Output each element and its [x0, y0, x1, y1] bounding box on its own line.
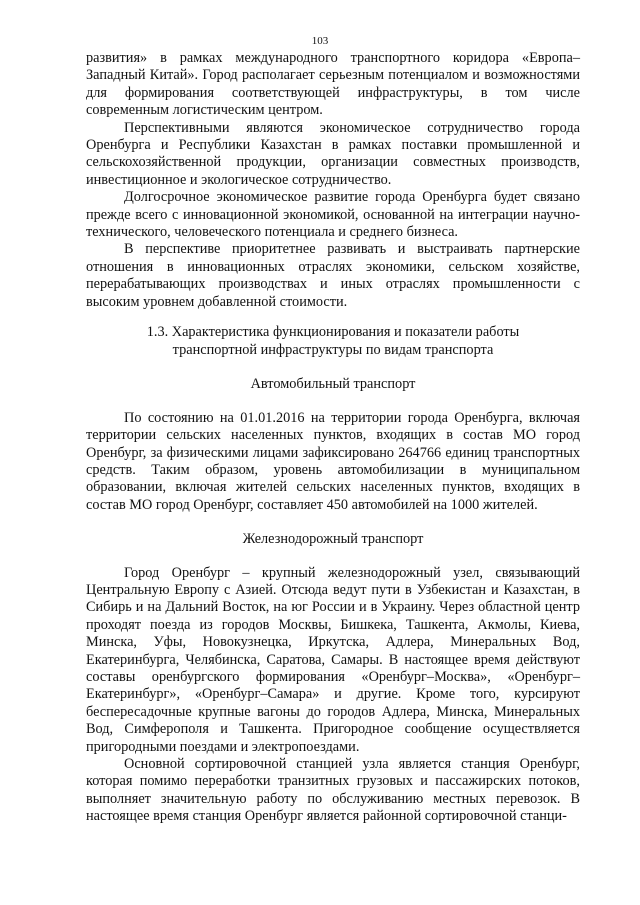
paragraph-continuation: развития» в рамках международного транспортного коридора «Европа–Западный Китай». Город располагает серьезным потенциалом и возможностями для формирования соответствующей инфраструктуры, в том числе современным логистическим центром. [86, 50, 580, 119]
road-transport-heading: Автомобильный транспорт [250, 376, 416, 393]
page-number: 103 [311, 35, 329, 47]
paragraph-partnership: В перспективе приоритетнее развивать и выстраивать партнерские отношения в инновационных отраслях экономики, сельском хозяйстве, перерабатывающих производствах и иных отраслях промышленности с высоким уровнем добавленной стоимости. [86, 241, 580, 310]
paragraph-long-term-development: Долгосрочное экономическое развитие города Оренбурга будет связано прежде всего с инновационной экономикой, основанной на интеграции научно-технического, человеческого потенциала и среднего бизнеса. [86, 189, 580, 241]
paragraph-cooperation: Перспективными являются экономическое сотрудничество города Оренбурга и Республики Казахстан в рамках поставки промышленной и сельскохозяйственной продукции, организации совместных производств, инвестиционное и экологическое сотрудничество. [86, 119, 580, 188]
page-content [86, 50, 580, 826]
rail-transport-heading: Железнодорожный транспорт [242, 531, 424, 548]
section-title-line-2: транспортной инфраструктуры по видам транспорта [172, 341, 494, 358]
section-title [86, 324, 580, 359]
section-title-line-1: 1.3. Характеристика функционирования и показатели работы [146, 324, 520, 341]
paragraph-rail-station: Основной сортировочной станцией узла является станция Оренбург, которая помимо переработки транзитных грузовых и пассажирских потоков, выполняет значительную работу по обслуживанию местных перевозок. В настоящее время станция Оренбург является районной сортировочной станци- [86, 756, 580, 825]
paragraph-road-transport: По состоянию на 01.01.2016 на территории города Оренбурга, включая территории сельских населенных пунктов, входящих в состав МО город Оренбург, за физическими лицами зафиксировано 264766 единиц транспортных средств. Таким образом, уровень автомобилизации в муниципальном образовании, включая жителей сельских населенных пунктов, входящих в состав МО город Оренбург, составляет 450 автомобилей на 1000 жителей. [86, 409, 580, 513]
paragraph-rail-hub: Город Оренбург – крупный железнодорожный узел, связывающий Центральную Европу с Азией. Отсюда ведут пути в Узбекистан и Казахстан, в Сибирь и на Дальний Восток, на юг России и в Украину. Через областной центр проходят поезда из городов Москвы, Бишкека, Ташкента, Акмолы, Киева, Минска, Уфы, Новокузнецка, Иркутска, Адлера, Минеральных Вод, Екатеринбурга, Челябинска, Саратова, Самары. В настоящее время действуют составы оренбургского формирования «Оренбург–Москва», «Оренбург–Екатеринбург», «Оренбург–Самара» и другие. Кроме того, курсируют беспересадочные крупные вагоны до городов Адлера, Минска, Минеральных Вод, Симферополя и Ташкента. Пригородное сообщение осуществляется пригородными поездами и электропоездами. [86, 564, 580, 755]
